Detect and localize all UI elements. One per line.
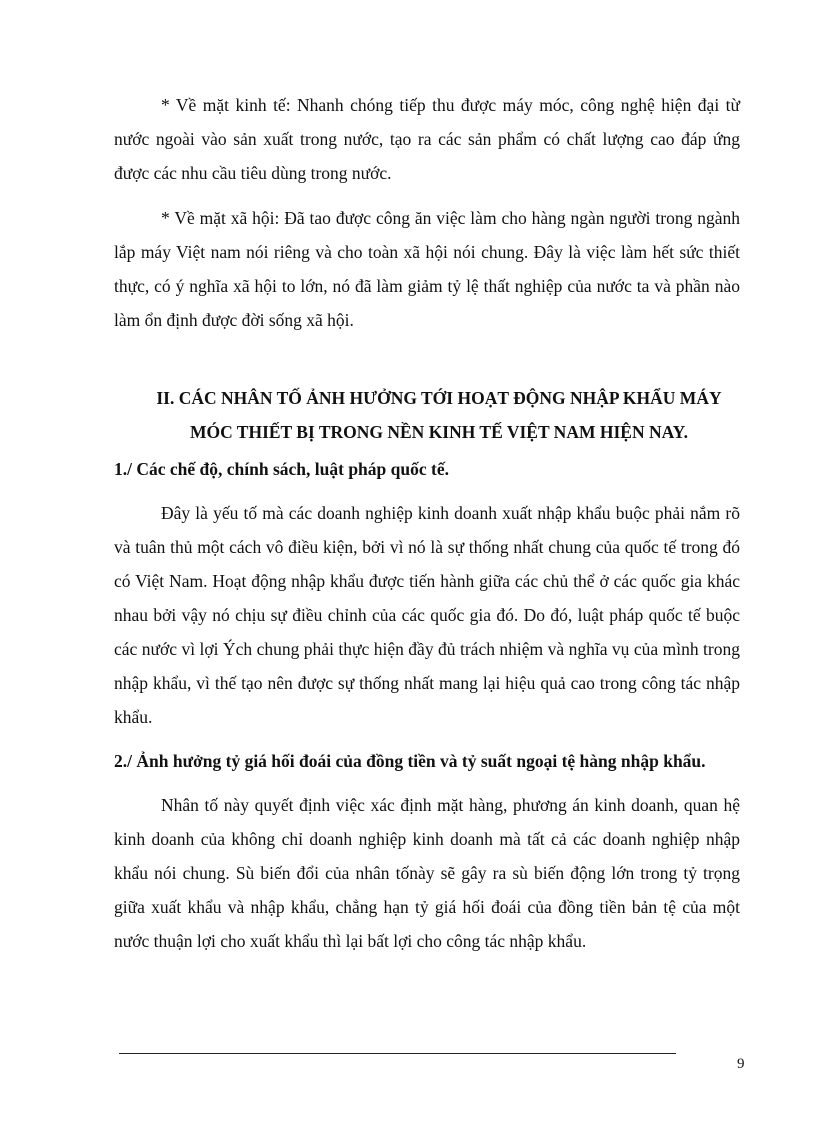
page-number: 9 [737,1056,745,1072]
document-page [114,88,740,958]
section-title: II. CÁC NHÂN TỐ ẢNH HƯỞNG TỚI HOẠT ĐỘNG NHẬP KHẨU MÁY MÓC THIẾT BỊ TRONG NỀN KINH TẾ VIỆT NAM HIỆN NAY. [156,388,722,442]
subsection-1-body: Đây là yếu tố mà các doanh nghiệp kinh doanh xuất nhập khẩu buộc phải nắm rõ và tuân thủ một cách vô điều kiện, bởi vì nó là sự thống nhất chung của quốc tế trong đó có Việt Nam. Hoạt động nhập khẩu được tiến hành giữa các chủ thể ở các quốc gia khác nhau bởi vậy nó chịu sự điều chỉnh của các quốc gia đó. Do đó, luật pháp quốc tế buộc các nước vì lợi Ých chung phải thực hiện đầy đủ trách nhiệm và nghĩa vụ của mình trong nhập khẩu, vì thế tạo nên được sự thống nhất mang lại hiệu quả cao trong công tác nhập khẩu. [114,503,740,727]
paragraph-social: * Về mặt xã hội: Đã tao được công ăn việc làm cho hàng ngàn người trong ngành lắp máy Việt nam nói riêng và cho toàn xã hội nói chung. Đây là việc làm hết sức thiết thực, có ý nghĩa xã hội to lớn, nó đã làm giảm tỷ lệ thất nghiệp của nước ta và phần nào làm ổn định được đời sống xã hội. [114,208,740,330]
footer-divider [119,1053,676,1054]
subsection-2-body: Nhân tố này quyết định việc xác định mặt hàng, phương án kinh doanh, quan hệ kinh doanh của không chỉ doanh nghiệp kinh doanh mà tất cả các doanh nghiệp nhập khẩu nói chung. Sù biến đổi của nhân tốnày sẽ gây ra sù biến động lớn trong tỷ trọng giữa xuất khẩu và nhập khẩu, chẳng hạn tỷ giá hối đoái của đồng tiền bản tệ của một nước thuận lợi cho xuất khẩu thì lại bất lợi cho công tác nhập khẩu. [114,795,740,951]
subsection-1-heading: 1./ Các chế độ, chính sách, luật pháp quốc tế. [114,459,449,479]
subsection-2-heading: 2./ Ảnh hưởng tỷ giá hối đoái của đồng tiền và tỷ suất ngoại tệ hàng nhập khẩu. [114,751,706,771]
paragraph-economic: * Về mặt kinh tế: Nhanh chóng tiếp thu được máy móc, công nghệ hiện đại từ nước ngoài vào sản xuất trong nước, tạo ra các sản phẩm có chất lượng cao đáp ứng được các nhu cầu tiêu dùng trong nước. [114,95,740,183]
